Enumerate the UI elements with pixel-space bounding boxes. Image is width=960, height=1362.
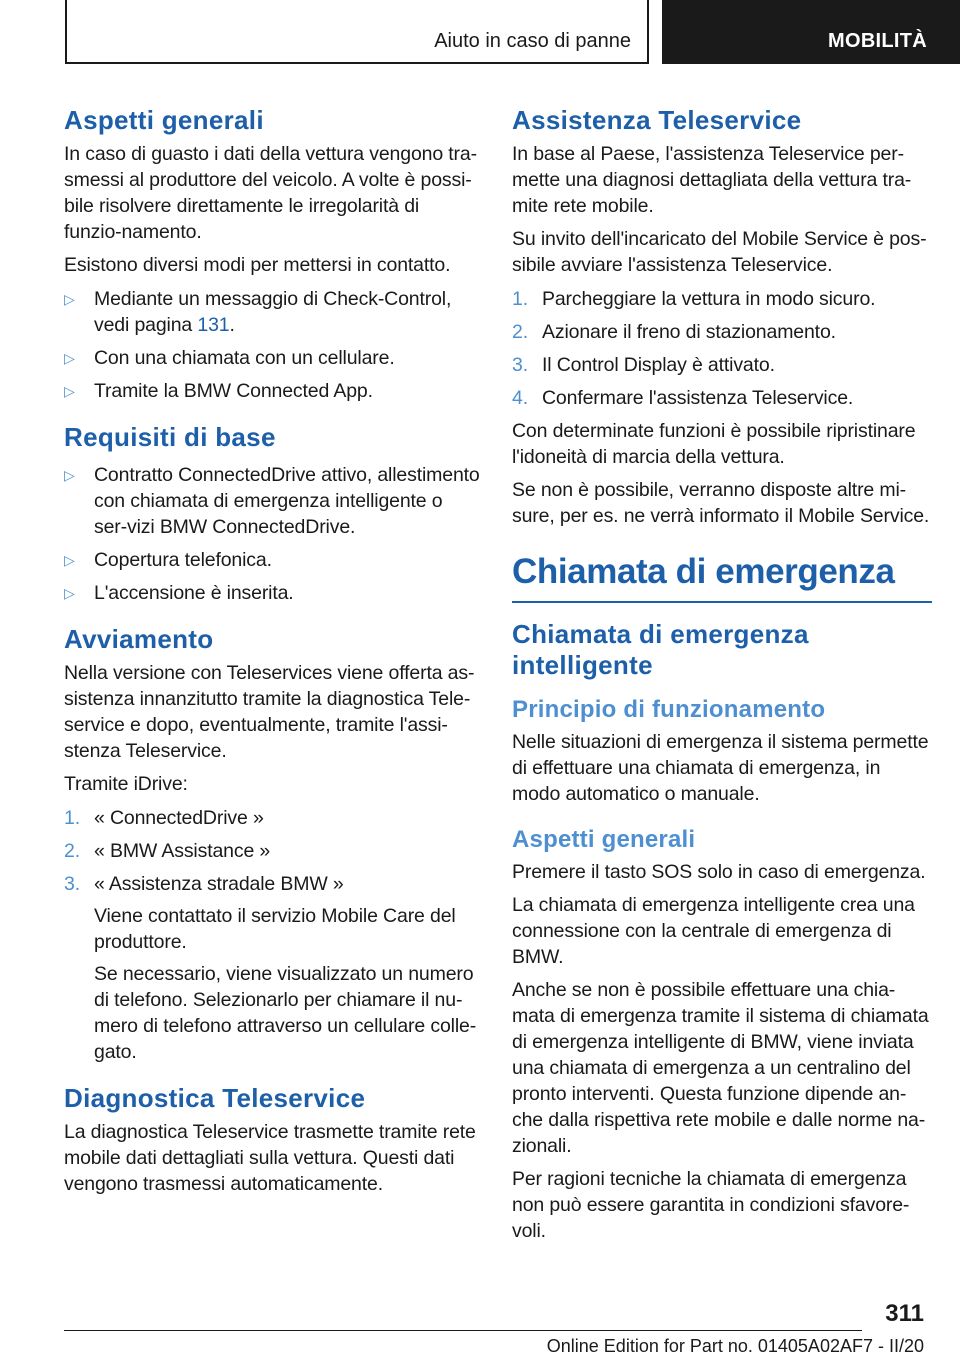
triangle-bullet-icon: ▷ (64, 585, 75, 601)
page-link[interactable]: 131 (197, 314, 230, 336)
heading-aspetti-generali: Aspetti generali (64, 105, 264, 135)
triangle-bullet-icon: ▷ (64, 291, 75, 307)
list-item-text: Azionare il freno di stazionamento. (542, 321, 836, 343)
list-item-text: « BMW Assistance » (94, 840, 271, 862)
triangle-bullet-icon: ▷ (64, 552, 75, 568)
list-item (64, 838, 480, 864)
list-item (64, 286, 480, 338)
heading-chiamata-intelligente: Chiamata di emergenza intelligente (512, 619, 809, 680)
list-item (512, 286, 932, 312)
page-number: 311 (885, 1300, 924, 1327)
heading-diagnostica: Diagnostica Teleservice (64, 1083, 366, 1113)
numbered-list (64, 805, 480, 897)
step-number: 2. (512, 321, 528, 343)
list-item (64, 580, 480, 606)
paragraph: Se non è possibile, verranno disposte altre mi-sure, per es. ne verrà informato il Mobile Service. (512, 479, 930, 527)
list-item (64, 547, 480, 573)
left-column (64, 100, 480, 1197)
footer-edition: Online Edition for Part no. 01405A02AF7 - II/20 (546, 1336, 924, 1356)
paragraph: Premere il tasto SOS solo in caso di emergenza. (512, 861, 926, 883)
step-number: 1. (64, 807, 80, 829)
paragraph: Esistono diversi modi per mettersi in contatto. (64, 254, 451, 276)
list-item (64, 345, 480, 371)
list-item (512, 385, 932, 411)
paragraph: In caso di guasto i dati della vettura vengono tra-smessi al produttore del veicolo. A volte è possi-bile risolvere direttamente le irregolarità di funzio-namento. (64, 143, 477, 243)
list-item-text: Con una chiamata con un cellulare. (94, 347, 395, 369)
list-item-text: Copertura telefonica. (94, 549, 272, 571)
numbered-list (512, 286, 932, 411)
step-number: 4. (512, 387, 528, 409)
paragraph: Tramite iDrive: (64, 773, 188, 795)
bullet-list (64, 462, 480, 606)
footer-divider (64, 1330, 862, 1331)
list-item-text: « Assistenza stradale BMW » (94, 873, 344, 895)
step-detail: Se necessario, viene visualizzato un numero di telefono. Selezionarlo per chiamare il nu-mero di telefono attraverso un cellulare colle-gato. (94, 963, 477, 1063)
paragraph: Anche se non è possibile effettuare una chia-mata di emergenza tramite il sistema di chiamata di emergenza intelligente di BMW, viene inviata una chiamata di emergenza a un centralino del pronto interventi. Questa funzione dipende an-che dalla rispettiva rete mobile e dalle norme na-zionali. (512, 979, 929, 1157)
right-column (512, 100, 932, 1244)
list-item (64, 378, 480, 404)
list-item-text: Mediante un messaggio di Check-Control, vedi pagina (94, 288, 452, 336)
paragraph: Per ragioni tecniche la chiamata di emergenza non può essere garantita in condizioni sfavore-voli. (512, 1168, 910, 1242)
heading-chiamata-emergenza: Chiamata di emergenza (512, 549, 932, 603)
paragraph: Su invito dell'incaricato del Mobile Service è pos-sibile avviare l'assistenza Teleservice. (512, 228, 927, 276)
triangle-bullet-icon: ▷ (64, 350, 75, 366)
header-section-box (65, 0, 649, 64)
list-item-text: « ConnectedDrive » (94, 807, 264, 829)
list-item-text: Confermare l'assistenza Teleservice. (542, 387, 854, 409)
list-item (64, 871, 480, 897)
bullet-list (64, 286, 480, 404)
list-item (512, 319, 932, 345)
paragraph: La chiamata di emergenza intelligente crea una connessione con la centrale di emergenza di BMW. (512, 894, 915, 968)
list-item-text-end: . (229, 314, 235, 336)
triangle-bullet-icon: ▷ (64, 383, 75, 399)
heading-aspetti-generali-2: Aspetti generali (512, 826, 696, 853)
paragraph: Con determinate funzioni è possibile ripristinare l'idoneità di marcia della vettura. (512, 420, 916, 468)
step-detail: Viene contattato il servizio Mobile Care del produttore. (94, 905, 456, 953)
heading-principio: Principio di funzionamento (512, 696, 826, 723)
heading-assistenza: Assistenza Teleservice (512, 105, 802, 135)
list-item-text: Il Control Display è attivato. (542, 354, 775, 376)
list-item-text: L'accensione è inserita. (94, 582, 294, 604)
list-item-text: Parcheggiare la vettura in modo sicuro. (542, 288, 876, 310)
heading-avviamento: Avviamento (64, 624, 214, 654)
header-section-title: Aiuto in caso di panne (434, 30, 631, 52)
step-number: 2. (64, 840, 80, 862)
step-number: 3. (64, 873, 80, 895)
list-item-text: Contratto ConnectedDrive attivo, allestimento con chiamata di emergenza intelligente o ser-vizi BMW ConnectedDrive. (94, 464, 480, 538)
list-item (512, 352, 932, 378)
paragraph: La diagnostica Teleservice trasmette tramite rete mobile dati dettagliati sulla vettura. Questi dati vengono trasmessi automaticamente. (64, 1121, 476, 1195)
step-number: 3. (512, 354, 528, 376)
paragraph: Nella versione con Teleservices viene offerta as-sistenza innanzitutto tramite la diagnostica Tele-service e dopo, eventualmente, tramite l'assi-stenza Teleservice. (64, 662, 475, 762)
heading-requisiti: Requisiti di base (64, 422, 276, 452)
header-chapter-tab: MOBILITÀ (662, 0, 960, 64)
paragraph: Nelle situazioni di emergenza il sistema permette di effettuare una chiamata di emergenza, in modo automatico o manuale. (512, 731, 929, 805)
triangle-bullet-icon: ▷ (64, 467, 75, 483)
list-item-text: Tramite la BMW Connected App. (94, 380, 373, 402)
paragraph: In base al Paese, l'assistenza Teleservice per-mette una diagnosi dettagliata della vettura tra-mite rete mobile. (512, 143, 912, 217)
list-item (64, 805, 480, 831)
list-item (64, 462, 480, 540)
step-number: 1. (512, 288, 528, 310)
